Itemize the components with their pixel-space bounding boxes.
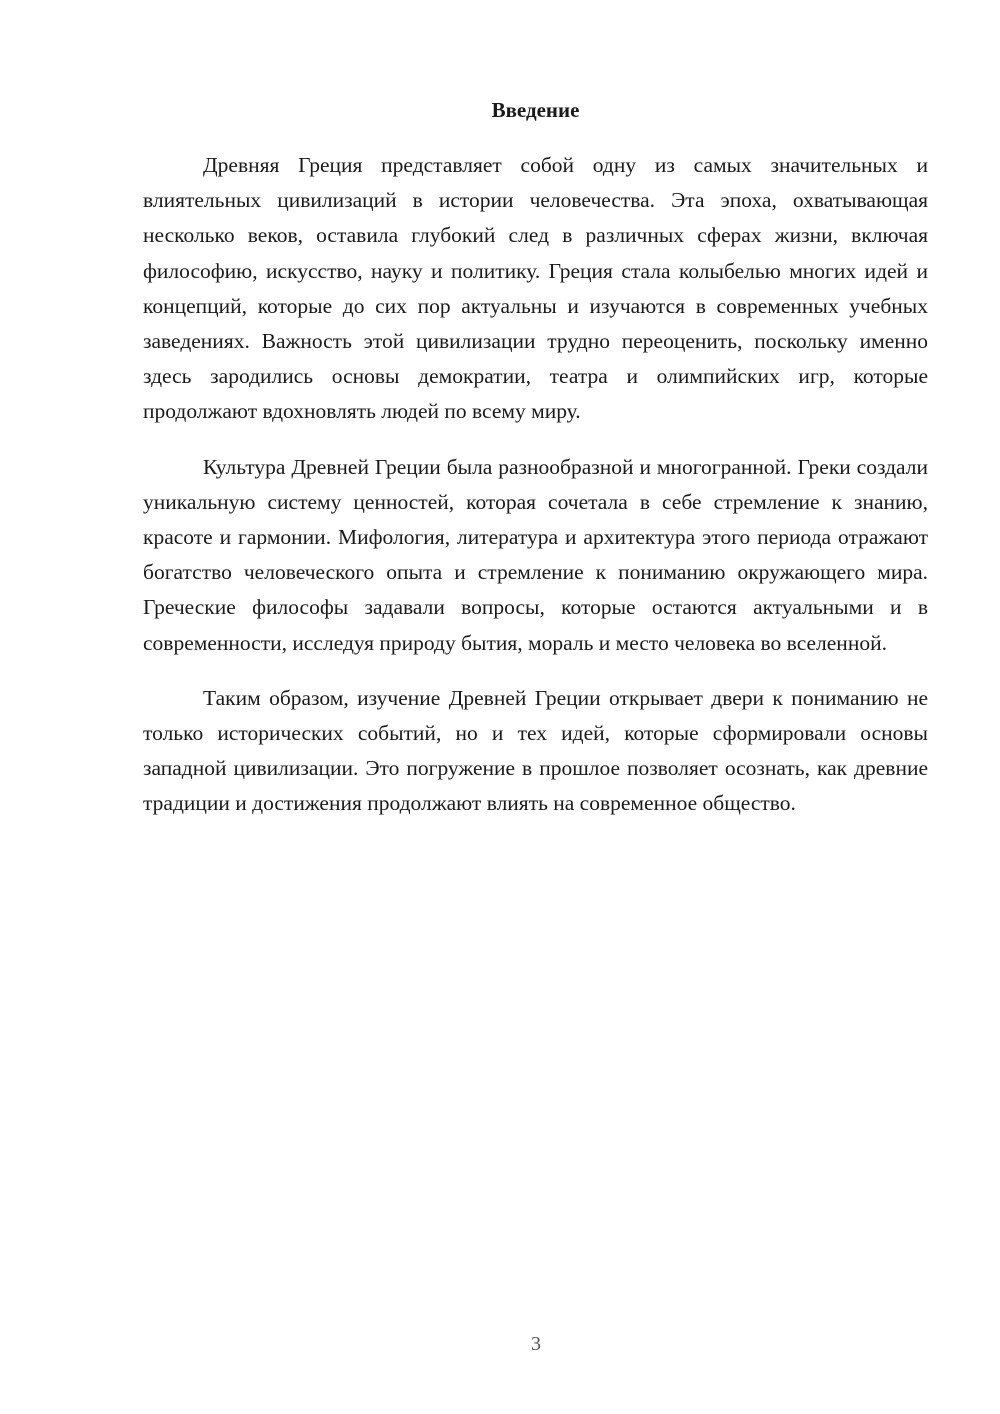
section-heading: Введение (491, 98, 580, 122)
paragraph-intro: Древняя Греция представляет собой одну из самых значительных и влиятельных цивилизаций в истории человечества. Эта эпоха, охватывающая несколько веков, оставила глубокий след в различных сферах жизни, включая философию, искусство, науку и политику. Греция стала колыбелью многих идей и концепций, которые до сих пор актуальны и изучаются в современных учебных заведениях. Важность этой цивилизации трудно переоценить, поскольку именно здесь зародились основы демократии, театра и олимпийских игр, которые продолжают вдохновлять людей по всему миру. (143, 153, 928, 424)
paragraph-culture: Культура Древней Греции была разнообразной и многогранной. Греки создали уникальную систему ценностей, которая сочетала в себе стремление к знанию, красоте и гармонии. Мифология, литература и архитектура этого периода отражают богатство человеческого опыта и стремление к пониманию окружающего мира. Греческие философы задавали вопросы, которые остаются актуальными и в современности, исследуя природу бытия, мораль и место человека во вселенной. (143, 454, 928, 655)
paragraph-conclusion: Таким образом, изучение Древней Греции открывает двери к пониманию не только исторических событий, но и тех идей, которые сформировали основы западной цивилизации. Это погружение в прошлое позволяет осознать, как древние традиции и достижения продолжают влиять на современное общество. (143, 685, 928, 816)
page-number: 3 (531, 1333, 541, 1355)
page-content (143, 92, 928, 842)
